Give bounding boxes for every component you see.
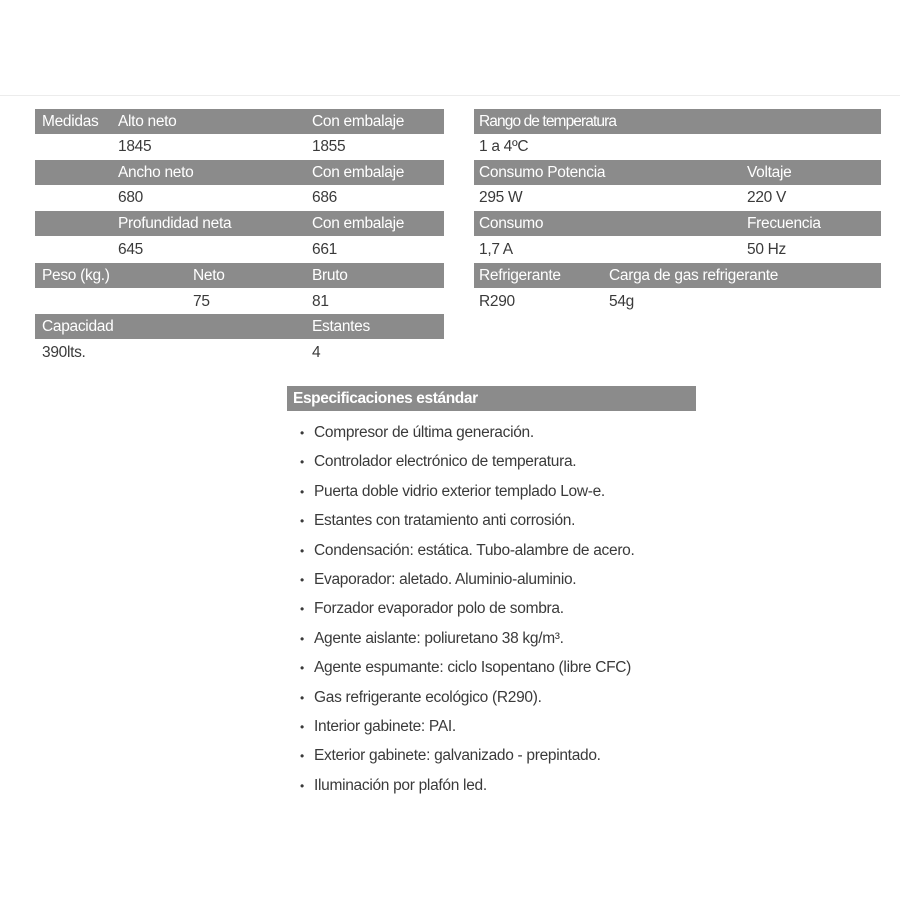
spec-item bbox=[300, 683, 700, 712]
spec-item-text: Agente aislante: poliuretano 38 kg/m³. bbox=[314, 629, 564, 647]
profundidad-embalaje-value: 661 bbox=[312, 241, 337, 258]
bruto-value: 81 bbox=[312, 293, 329, 310]
potencia-value: 295 W bbox=[479, 189, 523, 206]
medidas-label: Medidas bbox=[42, 113, 99, 130]
spec-item-text: Controlador electrónico de temperatura. bbox=[314, 453, 577, 471]
bullet-icon: • bbox=[300, 543, 304, 558]
alto-embalaje-label: Con embalaje bbox=[312, 113, 405, 130]
rango-label: Rango de temperatura bbox=[479, 113, 617, 130]
neto-label: Neto bbox=[193, 267, 225, 284]
ancho-embalaje-label: Con embalaje bbox=[312, 164, 405, 181]
spec-item-text: Exterior gabinete: galvanizado - prepintado. bbox=[314, 747, 601, 765]
spec-item bbox=[300, 447, 700, 476]
carga-gas-value: 54g bbox=[609, 293, 634, 310]
bullet-icon: • bbox=[300, 602, 304, 617]
consumo-label: Consumo bbox=[479, 215, 544, 232]
profundidad-neta-value: 645 bbox=[118, 241, 143, 258]
spec-item-text: Condensación: estática. Tubo-alambre de acero. bbox=[314, 541, 635, 559]
ancho-neto-label: Ancho neto bbox=[118, 164, 194, 181]
specs-list bbox=[300, 418, 700, 800]
profundidad-neta-label: Profundidad neta bbox=[118, 215, 232, 232]
spec-item-text: Interior gabinete: PAI. bbox=[314, 717, 456, 735]
specs-title: Especificaciones estándar bbox=[293, 390, 478, 407]
spec-item bbox=[300, 418, 700, 447]
spec-item-text: Iluminación por plafón led. bbox=[314, 776, 487, 794]
spec-item bbox=[300, 594, 700, 623]
bullet-icon: • bbox=[300, 719, 304, 734]
spec-item-text: Gas refrigerante ecológico (R290). bbox=[314, 688, 542, 706]
capacidad-label: Capacidad bbox=[42, 318, 114, 335]
bullet-icon: • bbox=[300, 690, 304, 705]
alto-embalaje-value: 1855 bbox=[312, 138, 346, 155]
refrigerante-value: R290 bbox=[479, 293, 515, 310]
bullet-icon: • bbox=[300, 631, 304, 646]
voltaje-value: 220 V bbox=[747, 189, 787, 206]
estantes-label: Estantes bbox=[312, 318, 370, 335]
ancho-embalaje-value: 686 bbox=[312, 189, 337, 206]
bullet-icon: • bbox=[300, 749, 304, 764]
frecuencia-value: 50 Hz bbox=[747, 241, 786, 258]
spec-item bbox=[300, 565, 700, 594]
spec-item bbox=[300, 653, 700, 682]
spec-item-text: Agente espumante: ciclo Isopentano (libre CFC) bbox=[314, 659, 632, 677]
spec-item bbox=[300, 771, 700, 800]
bullet-icon: • bbox=[300, 514, 304, 529]
top-divider bbox=[0, 95, 900, 96]
spec-item-text: Forzador evaporador polo de sombra. bbox=[314, 600, 564, 618]
spec-item-text: Estantes con tratamiento anti corrosión. bbox=[314, 512, 576, 530]
voltaje-label: Voltaje bbox=[747, 164, 792, 181]
neto-value: 75 bbox=[193, 293, 210, 310]
consumo-value: 1,7 A bbox=[479, 241, 513, 258]
bullet-icon: • bbox=[300, 426, 304, 440]
bullet-icon: • bbox=[300, 778, 304, 793]
frecuencia-label: Frecuencia bbox=[747, 215, 821, 232]
ancho-neto-value: 680 bbox=[118, 189, 143, 206]
spec-item-text: Puerta doble vidrio exterior templado Low-e. bbox=[314, 482, 605, 500]
bullet-icon: • bbox=[300, 661, 304, 676]
peso-label: Peso (kg.) bbox=[42, 267, 110, 284]
spec-item bbox=[300, 712, 700, 741]
refrigerante-label: Refrigerante bbox=[479, 267, 561, 284]
spec-item-text: Compresor de última generación. bbox=[314, 424, 534, 441]
alto-neto-label: Alto neto bbox=[118, 113, 177, 130]
spec-item-text: Evaporador: aletado. Aluminio-aluminio. bbox=[314, 570, 577, 588]
bruto-label: Bruto bbox=[312, 267, 348, 284]
spec-item bbox=[300, 477, 700, 506]
carga-gas-label: Carga de gas refrigerante bbox=[609, 267, 779, 284]
spec-item bbox=[300, 624, 700, 653]
alto-neto-value: 1845 bbox=[118, 138, 152, 155]
rango-value: 1 a 4ºC bbox=[479, 138, 529, 155]
consumo-potencia-label: Consumo Potencia bbox=[479, 164, 606, 181]
bullet-icon: • bbox=[300, 572, 304, 587]
bullet-icon: • bbox=[300, 455, 304, 470]
estantes-value: 4 bbox=[312, 344, 321, 361]
spec-item bbox=[300, 536, 700, 565]
profundidad-embalaje-label: Con embalaje bbox=[312, 215, 405, 232]
capacidad-value: 390lts. bbox=[42, 344, 86, 361]
spec-item bbox=[300, 506, 700, 535]
bullet-icon: • bbox=[300, 484, 304, 499]
spec-item bbox=[300, 741, 700, 770]
